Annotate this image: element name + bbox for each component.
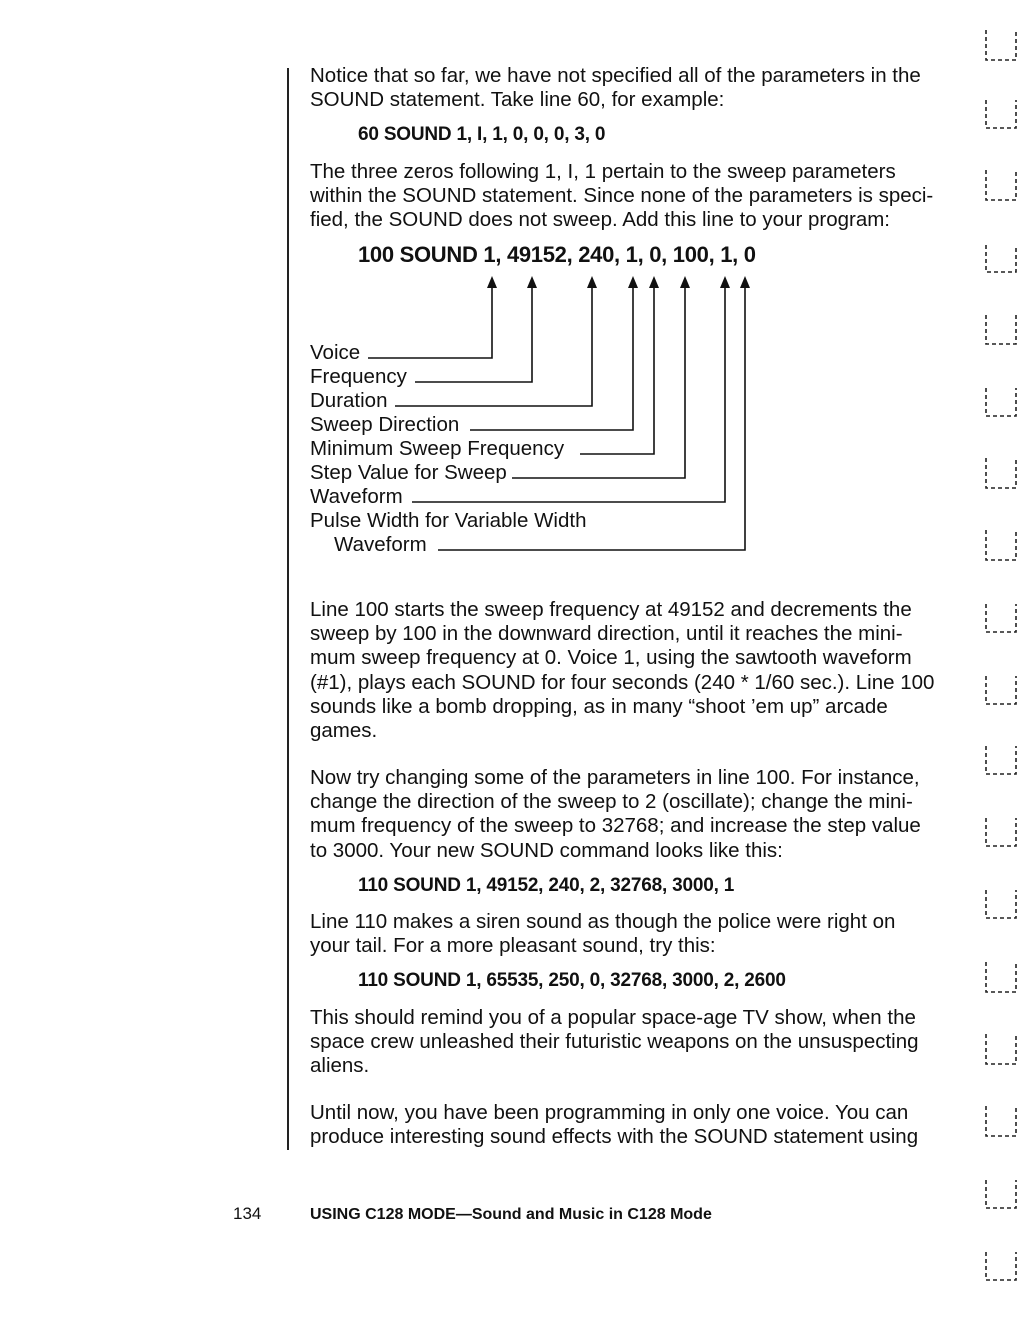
binding-hole <box>986 676 1016 704</box>
sweep-paragraph <box>310 160 950 233</box>
binding-hole <box>986 818 1016 846</box>
try-paragraph <box>310 766 950 863</box>
text-line: aliens. <box>310 1054 370 1078</box>
text-line: Line 110 makes a siren sound as though the police were right on <box>310 910 896 933</box>
line100-paragraph <box>310 598 950 743</box>
text-line: space crew unleashed their futuristic weapons on the unsuspecting <box>310 1030 919 1054</box>
binding-hole <box>986 170 1016 200</box>
spiral-binding-holes <box>980 0 1035 1325</box>
intro-paragraph <box>310 64 950 112</box>
until-paragraph <box>310 1101 950 1149</box>
label-voice: Voice <box>310 341 361 364</box>
label-sweep-direction: Sweep Direction <box>310 413 460 436</box>
text-line: change the direction of the sweep to 2 (oscillate); change the mini- <box>310 790 913 814</box>
connector-voice <box>368 288 492 358</box>
binding-hole <box>986 245 1016 272</box>
label-step-value: Step Value for Sweep <box>310 461 507 484</box>
binding-hole <box>986 1252 1016 1280</box>
text-line: within the SOUND statement. Since none of the parameters is speci- <box>310 184 934 208</box>
binding-hole <box>986 890 1016 918</box>
parameter-diagram <box>300 270 770 560</box>
label-frequency: Frequency <box>310 365 407 388</box>
label-duration: Duration <box>310 389 388 412</box>
text-line: sounds like a bomb dropping, as in many “shoot ’em up” arcade <box>310 694 888 718</box>
arrowhead <box>680 276 690 288</box>
code-line-110b: 110 SOUND 1, 65535, 250, 0, 32768, 3000, 2, 2600 <box>358 970 786 991</box>
text-line: SOUND statement. Take line 60, for example: <box>310 88 725 112</box>
binding-hole <box>986 458 1016 488</box>
connector-sweep-direction <box>470 288 633 430</box>
label-pulse-width: Pulse Width for Variable Width <box>310 509 587 532</box>
code-line-100: 100 SOUND 1, 49152, 240, 1, 0, 100, 1, 0 <box>358 242 756 267</box>
arrowhead <box>587 276 597 288</box>
page-number: 134 <box>233 1204 262 1223</box>
binding-hole <box>986 962 1016 992</box>
text-line: your tail. For a more pleasant sound, try this: <box>310 934 716 958</box>
text-line: produce interesting sound effects with the SOUND statement using <box>310 1125 919 1149</box>
binding-hole <box>986 100 1016 128</box>
label-waveform: Waveform <box>310 485 403 508</box>
label-pulse-width-cont: Waveform <box>334 533 427 556</box>
binding-hole <box>986 746 1016 774</box>
arrowhead <box>720 276 730 288</box>
binding-hole <box>986 1106 1016 1136</box>
arrowhead <box>649 276 659 288</box>
tv-paragraph <box>310 1006 950 1079</box>
text-line: fied, the SOUND does not sweep. Add this line to your program: <box>310 208 890 232</box>
text-line: mum sweep frequency at 0. Voice 1, using the sawtooth waveform <box>310 646 912 670</box>
text-line: This should remind you of a popular space-age TV show, when the <box>310 1006 916 1029</box>
binding-hole <box>986 315 1016 344</box>
connector-frequency <box>415 288 532 382</box>
text-line: sweep by 100 in the downward direction, until it reaches the mini- <box>310 622 903 646</box>
arrowhead <box>487 276 497 288</box>
text-line: The three zeros following 1, I, 1 pertain to the sweep parameters <box>310 160 896 183</box>
text-line: Now try changing some of the parameters in line 100. For instance, <box>310 766 920 789</box>
connector-duration <box>395 288 592 406</box>
text-line: to 3000. Your new SOUND command looks like this: <box>310 838 783 862</box>
margin-rule <box>287 68 289 1150</box>
binding-hole <box>986 530 1016 560</box>
label-min-sweep-frequency: Minimum Sweep Frequency <box>310 437 565 460</box>
text-line: games. <box>310 719 378 743</box>
text-line: (#1), plays each SOUND for four seconds (240 * 1/60 sec.). Line 100 <box>310 670 935 694</box>
binding-hole <box>986 1180 1016 1208</box>
arrowhead <box>527 276 537 288</box>
text-line: Line 100 starts the sweep frequency at 49152 and decrements the <box>310 598 912 621</box>
text-line: mum frequency of the sweep to 32768; and increase the step value <box>310 814 921 838</box>
text-line: Notice that so far, we have not specified all of the parameters in the <box>310 64 921 87</box>
binding-hole <box>986 604 1016 632</box>
code-line-60: 60 SOUND 1, I, 1, 0, 0, 0, 3, 0 <box>358 124 606 145</box>
text-line: Until now, you have been programming in only one voice. You can <box>310 1101 909 1124</box>
binding-hole <box>986 388 1016 416</box>
siren-paragraph <box>310 910 950 958</box>
running-head: USING C128 MODE—Sound and Music in C128 Mode <box>310 1206 712 1223</box>
binding-hole <box>986 1034 1016 1064</box>
arrowhead <box>628 276 638 288</box>
code-line-110a: 110 SOUND 1, 49152, 240, 2, 32768, 3000, 1 <box>358 875 735 896</box>
arrowhead <box>740 276 750 288</box>
binding-hole <box>986 30 1016 60</box>
connector-min-sweep-frequency <box>580 288 654 454</box>
